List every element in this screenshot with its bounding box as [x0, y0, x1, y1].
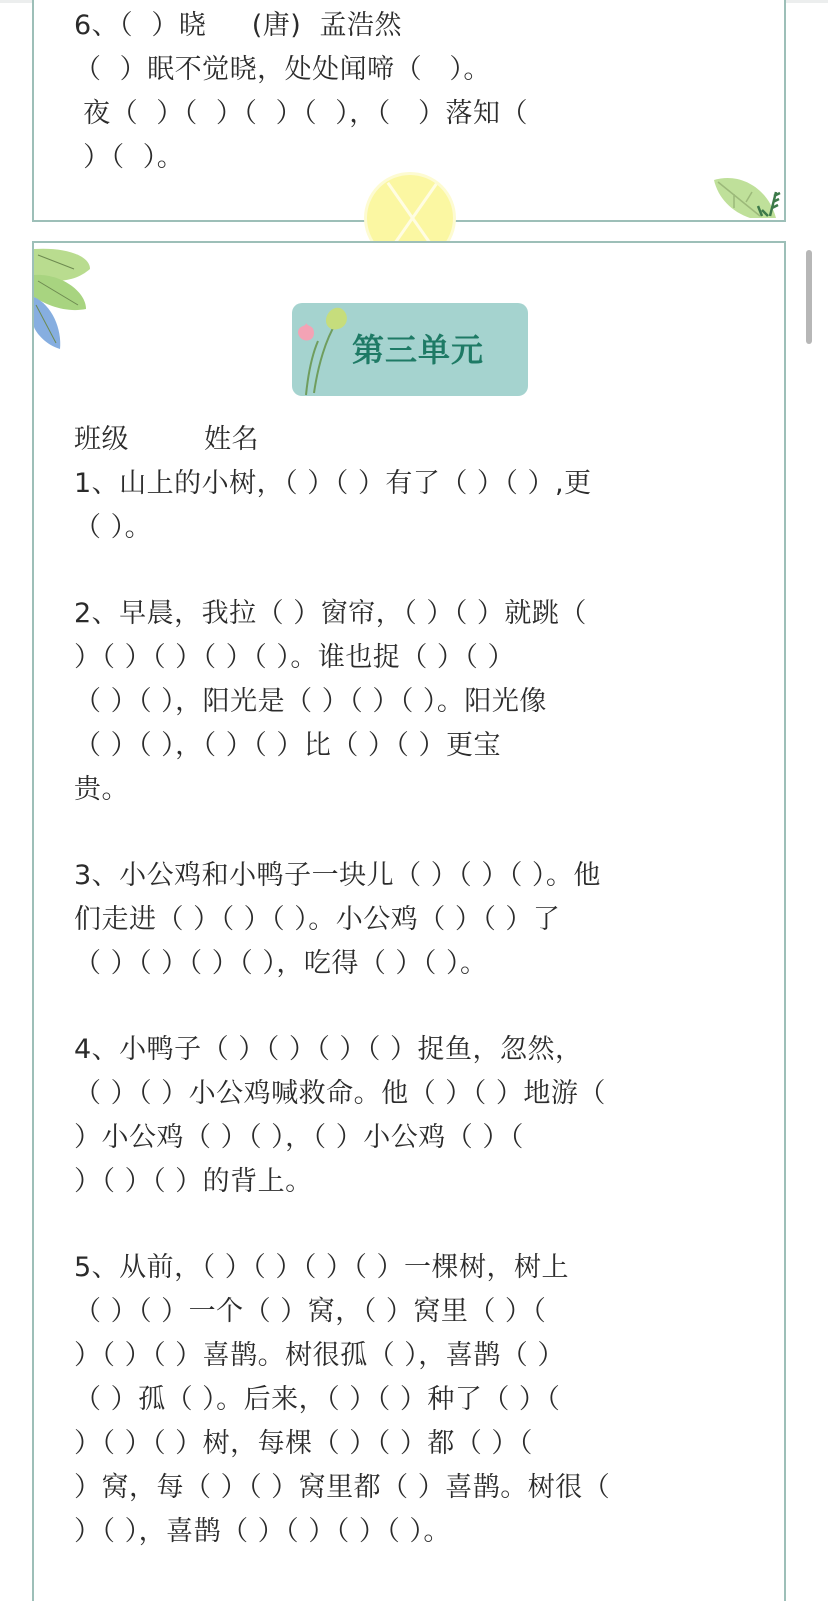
flower-decoration-icon	[292, 305, 356, 397]
scrollbar-thumb[interactable]	[806, 250, 812, 344]
question-4-line: （ ）（ ）小公鸡喊救命。他（ ）（ ）地游（	[74, 1078, 606, 1109]
unit-title: 第三单元	[352, 331, 485, 369]
leaf-decoration-icon	[710, 172, 786, 222]
question-5-line: ）（ ）（ ）喜鹊。树很孤（ ），喜鹊（ ）	[74, 1340, 565, 1371]
question-5-line: （ ）（ ）一个（ ）窝，（ ）窝里（ ）（	[74, 1296, 547, 1327]
poem-line: ）（ ）。	[74, 142, 185, 173]
question-1-line: 1、山上的小树，（ ）（ ）有了（ ）（ ）,更	[74, 468, 592, 499]
question-2-line: ）（ ）（ ）（ ）（ ）。谁也捉（ ）（ ）	[74, 642, 515, 673]
poem-line: 夜（ ）（ ）（ ）（ ），（ ）落知（	[74, 98, 528, 129]
question-5-line: ）（ ）（ ）树，每棵（ ）（ ）都（ ）（	[74, 1428, 533, 1459]
question-4-line: ）小公鸡（ ）（ ），（ ）小公鸡（ ）（	[74, 1122, 524, 1153]
leaves-decoration-icon	[34, 247, 96, 351]
poem-title-line: 6、（ ）晓 (唐) 孟浩然	[74, 10, 402, 41]
question-5-line: （ ）孤（ ）。后来，（ ）（ ）种了（ ）（	[74, 1384, 561, 1415]
question-4-line: 4、小鸭子（ ）（ ）（ ）（ ）捉鱼，忽然，	[74, 1034, 583, 1065]
question-2-line: 贵。	[74, 774, 129, 805]
question-5-line: ）窝，每（ ）（ ）窝里都（ ）喜鹊。树很（	[74, 1472, 611, 1503]
poem-line: （ ）眠不觉晓，处处闻啼（ ）。	[74, 54, 491, 85]
question-3-line: （ ）（ ）（ ）（ ），吃得（ ）（ ）。	[74, 948, 488, 979]
question-2-line: （ ）（ ），阳光是（ ）（ ）（ ）。阳光像	[74, 686, 547, 717]
question-3-line: 们走进（ ）（ ）（ ）。小公鸡（ ）（ ）了	[74, 904, 561, 935]
question-5-line: ）（ ），喜鹊（ ）（ ）（ ）（ ）。	[74, 1516, 451, 1547]
question-3-line: 3、小公鸡和小鸭子一块儿（ ）（ ）（ ）。他	[74, 860, 601, 891]
unit-title-banner	[292, 303, 528, 396]
question-2-line: 2、早晨，我拉（ ）窗帘，（ ）（ ）就跳（	[74, 598, 587, 629]
class-label: 班级	[74, 424, 129, 455]
name-label: 姓名	[204, 424, 259, 455]
question-2-line: （ ）（ ），（ ）（ ）比（ ）（ ）更宝	[74, 730, 501, 761]
question-1-line: （ ）。	[74, 512, 153, 543]
question-5-line: 5、从前，（ ）（ ）（ ）（ ）一棵树，树上	[74, 1252, 570, 1283]
question-4-line: ）（ ）（ ）的背上。	[74, 1166, 313, 1197]
